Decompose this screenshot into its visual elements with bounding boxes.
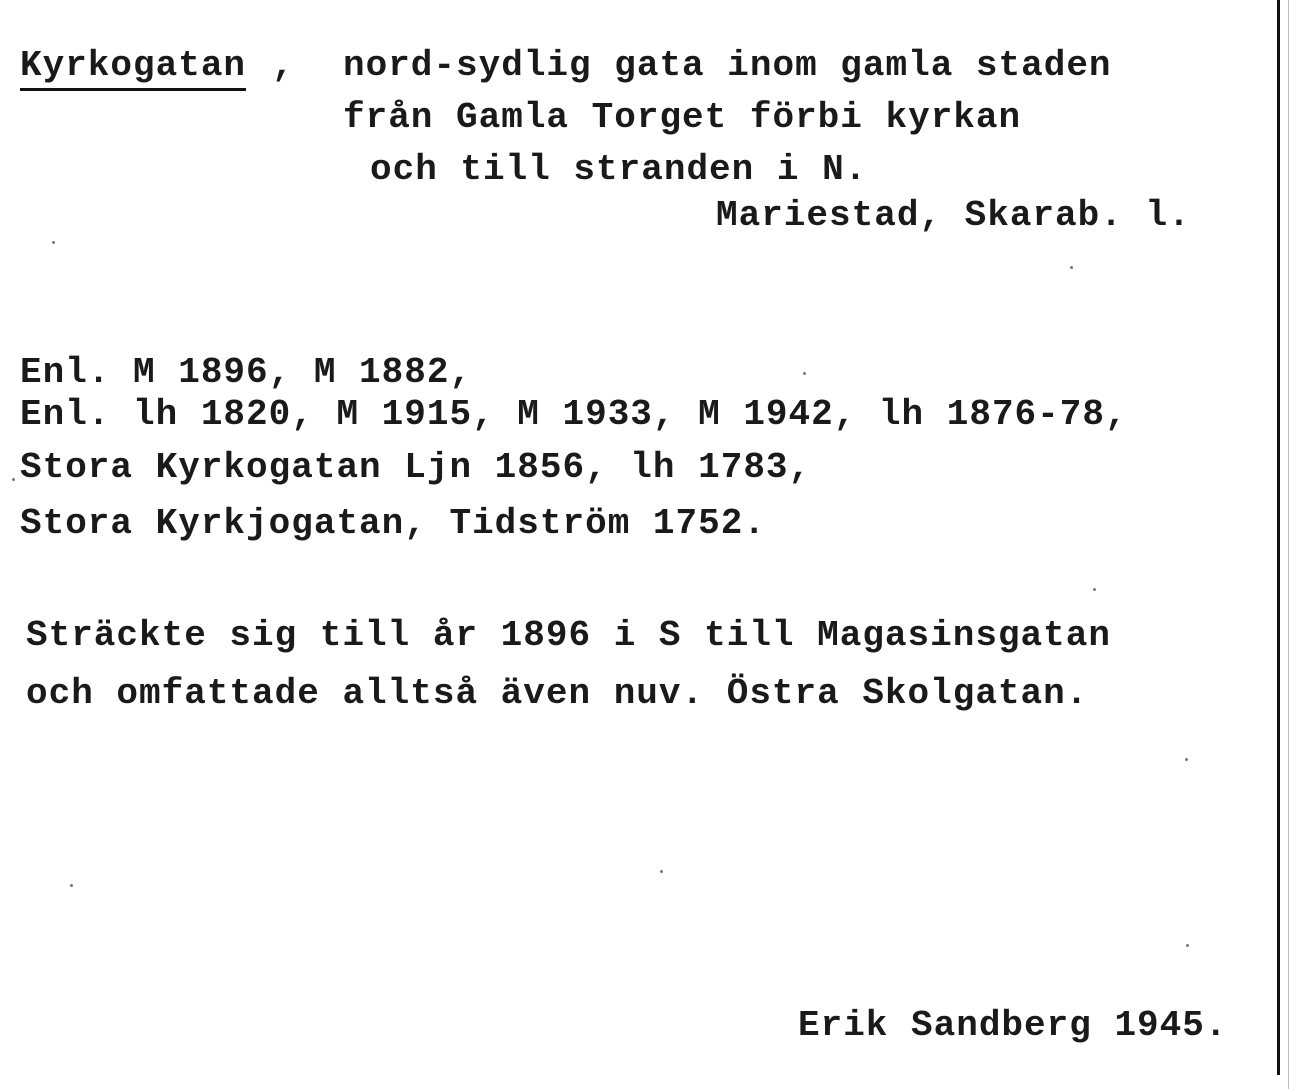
note-line: Sträckte sig till år 1896 i S till Magasinsgatan bbox=[26, 615, 1111, 656]
definition-line: nord-sydlig gata inom gamla staden bbox=[343, 45, 1112, 86]
source-line: Stora Kyrkjogatan, Tidström 1752. bbox=[20, 503, 766, 544]
signature: Erik Sandberg 1945. bbox=[798, 1005, 1228, 1046]
source-line: Enl. lh 1820, M 1915, M 1933, M 1942, lh 1876-78, bbox=[20, 394, 1128, 435]
place-reference: Mariestad, Skarab. l. bbox=[716, 195, 1191, 236]
headword: Kyrkogatan bbox=[20, 48, 246, 91]
definition-line: och till stranden i N. bbox=[370, 149, 868, 190]
scan-border bbox=[1288, 0, 1289, 1089]
definition-line: från Gamla Torget förbi kyrkan bbox=[343, 97, 1022, 138]
source-line: Stora Kyrkogatan Ljn 1856, lh 1783, bbox=[20, 447, 812, 488]
card-right-edge bbox=[1277, 0, 1280, 1075]
note-line: och omfattade alltså även nuv. Östra Skolgatan. bbox=[26, 673, 1089, 714]
source-line: Enl. M 1896, M 1882, bbox=[20, 352, 473, 393]
headword-punctuation: , bbox=[272, 45, 295, 86]
